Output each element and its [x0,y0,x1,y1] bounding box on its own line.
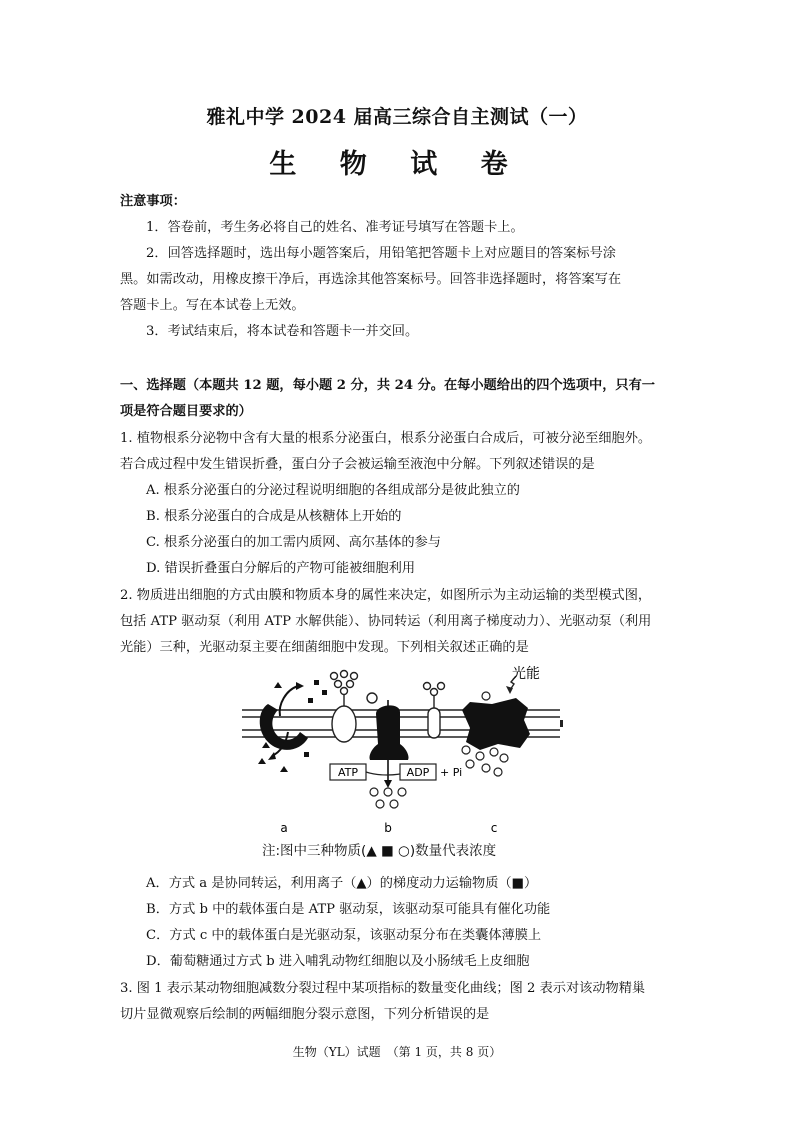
active-transport-diagram [230,664,570,834]
section-heading: 项是符合题目要求的） [120,404,252,419]
atp-label: ATP [337,766,359,779]
notice-line: 3．考试结束后，将本试卷和答题卡一并交回。 [146,324,419,339]
question-1-stem: 1. 植物根系分泌物中含有大量的根系分泌蛋白，根系分泌蛋白合成后，可被分泌至细胞外。 [120,431,652,446]
figure-note: 注:图中三种物质(▲ ■ ○)数量代表浓度 [262,843,497,859]
notice-line: 答题卡上。写在本试卷上无效。 [120,298,305,313]
light-energy-label: 光能 [512,666,540,682]
adp-label: ADP [406,766,430,779]
notice-heading: 注意事项： [120,194,186,209]
carrier-oval [331,671,358,743]
notice-line: 黑。如需改动，用橡皮擦干净后，再选涂其他答案标号。回答非选择题时，将答案写在 [120,272,622,287]
cotransporter-a [258,680,327,772]
question-2-option: B．方式 b 中的载体蛋白是 ATP 驱动泵，该驱动泵可能具有催化功能 [146,902,551,917]
question-1-option: B. 根系分泌蛋白的合成是从核糖体上开始的 [146,509,402,524]
question-2-option: A．方式 a 是协同转运，利用离子（▲）的梯度动力运输物质（■） [146,876,538,891]
notice-line: 2．回答选择题时，选出每小题答案后，用铅笔把答题卡上对应题目的答案标号涂 [146,246,616,261]
circles-below-c [462,746,508,776]
label-c: c [490,821,498,834]
question-1-option: C. 根系分泌蛋白的加工需内质网、高尔基体的参与 [146,535,441,550]
atp-box [330,764,366,780]
question-2-stem: 2. 物质进出细胞的方式由膜和物质本身的属性来决定，如图所示为主动运输的类型模式图， [120,588,652,603]
question-2-option: D．葡萄糖通过方式 b 进入哺乳动物红细胞以及小肠绒毛上皮细胞 [146,954,530,969]
question-2-stem: 包括 ATP 驱动泵（利用 ATP 水解供能）、协同转运（利用离子梯度动力）、光驱动泵（利用 [120,614,652,629]
page-title: 雅礼中学 2024 届高三综合自主测试（一） [206,106,588,128]
question-1-option: D. 错误折叠蛋白分解后的产物可能被细胞利用 [146,561,416,576]
section-heading: 一、选择题（本题共 12 题，每小题 2 分，共 24 分。在每小题给出的四个选项中，只有一 [120,378,655,393]
question-1-stem: 若合成过程中发生错误折叠，蛋白分子会被运输至液泡中分解。下列叙述错误的是 [120,457,595,472]
subject-title: 生 物 试 卷 [269,149,525,180]
circles-below-b [370,788,406,808]
label-a: a [280,821,288,834]
adp-box [400,764,436,780]
question-2-stem: 光能）三种，光驱动泵主要在细菌细胞中发现。下列相关叙述正确的是 [120,640,529,655]
question-3-stem: 3. 图 1 表示某动物细胞减数分裂过程中某项指标的数量变化曲线；图 2 表示对该动物精巢 [120,981,646,996]
pi-label: + Pi [440,766,463,779]
question-2-option: C．方式 c 中的载体蛋白是光驱动泵，该驱动泵分布在类囊体薄膜上 [146,928,542,943]
question-1-option: A. 根系分泌蛋白的分泌过程说明细胞的各组成部分是彼此独立的 [146,483,520,498]
page-footer: 生物（YL）试题 （第 1 页，共 8 页） [292,1045,502,1059]
question-3-stem: 切片显微观察后绘制的两幅细胞分裂示意图，下列分析错误的是 [120,1007,490,1022]
label-b: b [384,821,392,834]
notice-line: 1．答卷前，考生务必将自己的姓名、准考证号填写在答题卡上。 [146,220,524,235]
